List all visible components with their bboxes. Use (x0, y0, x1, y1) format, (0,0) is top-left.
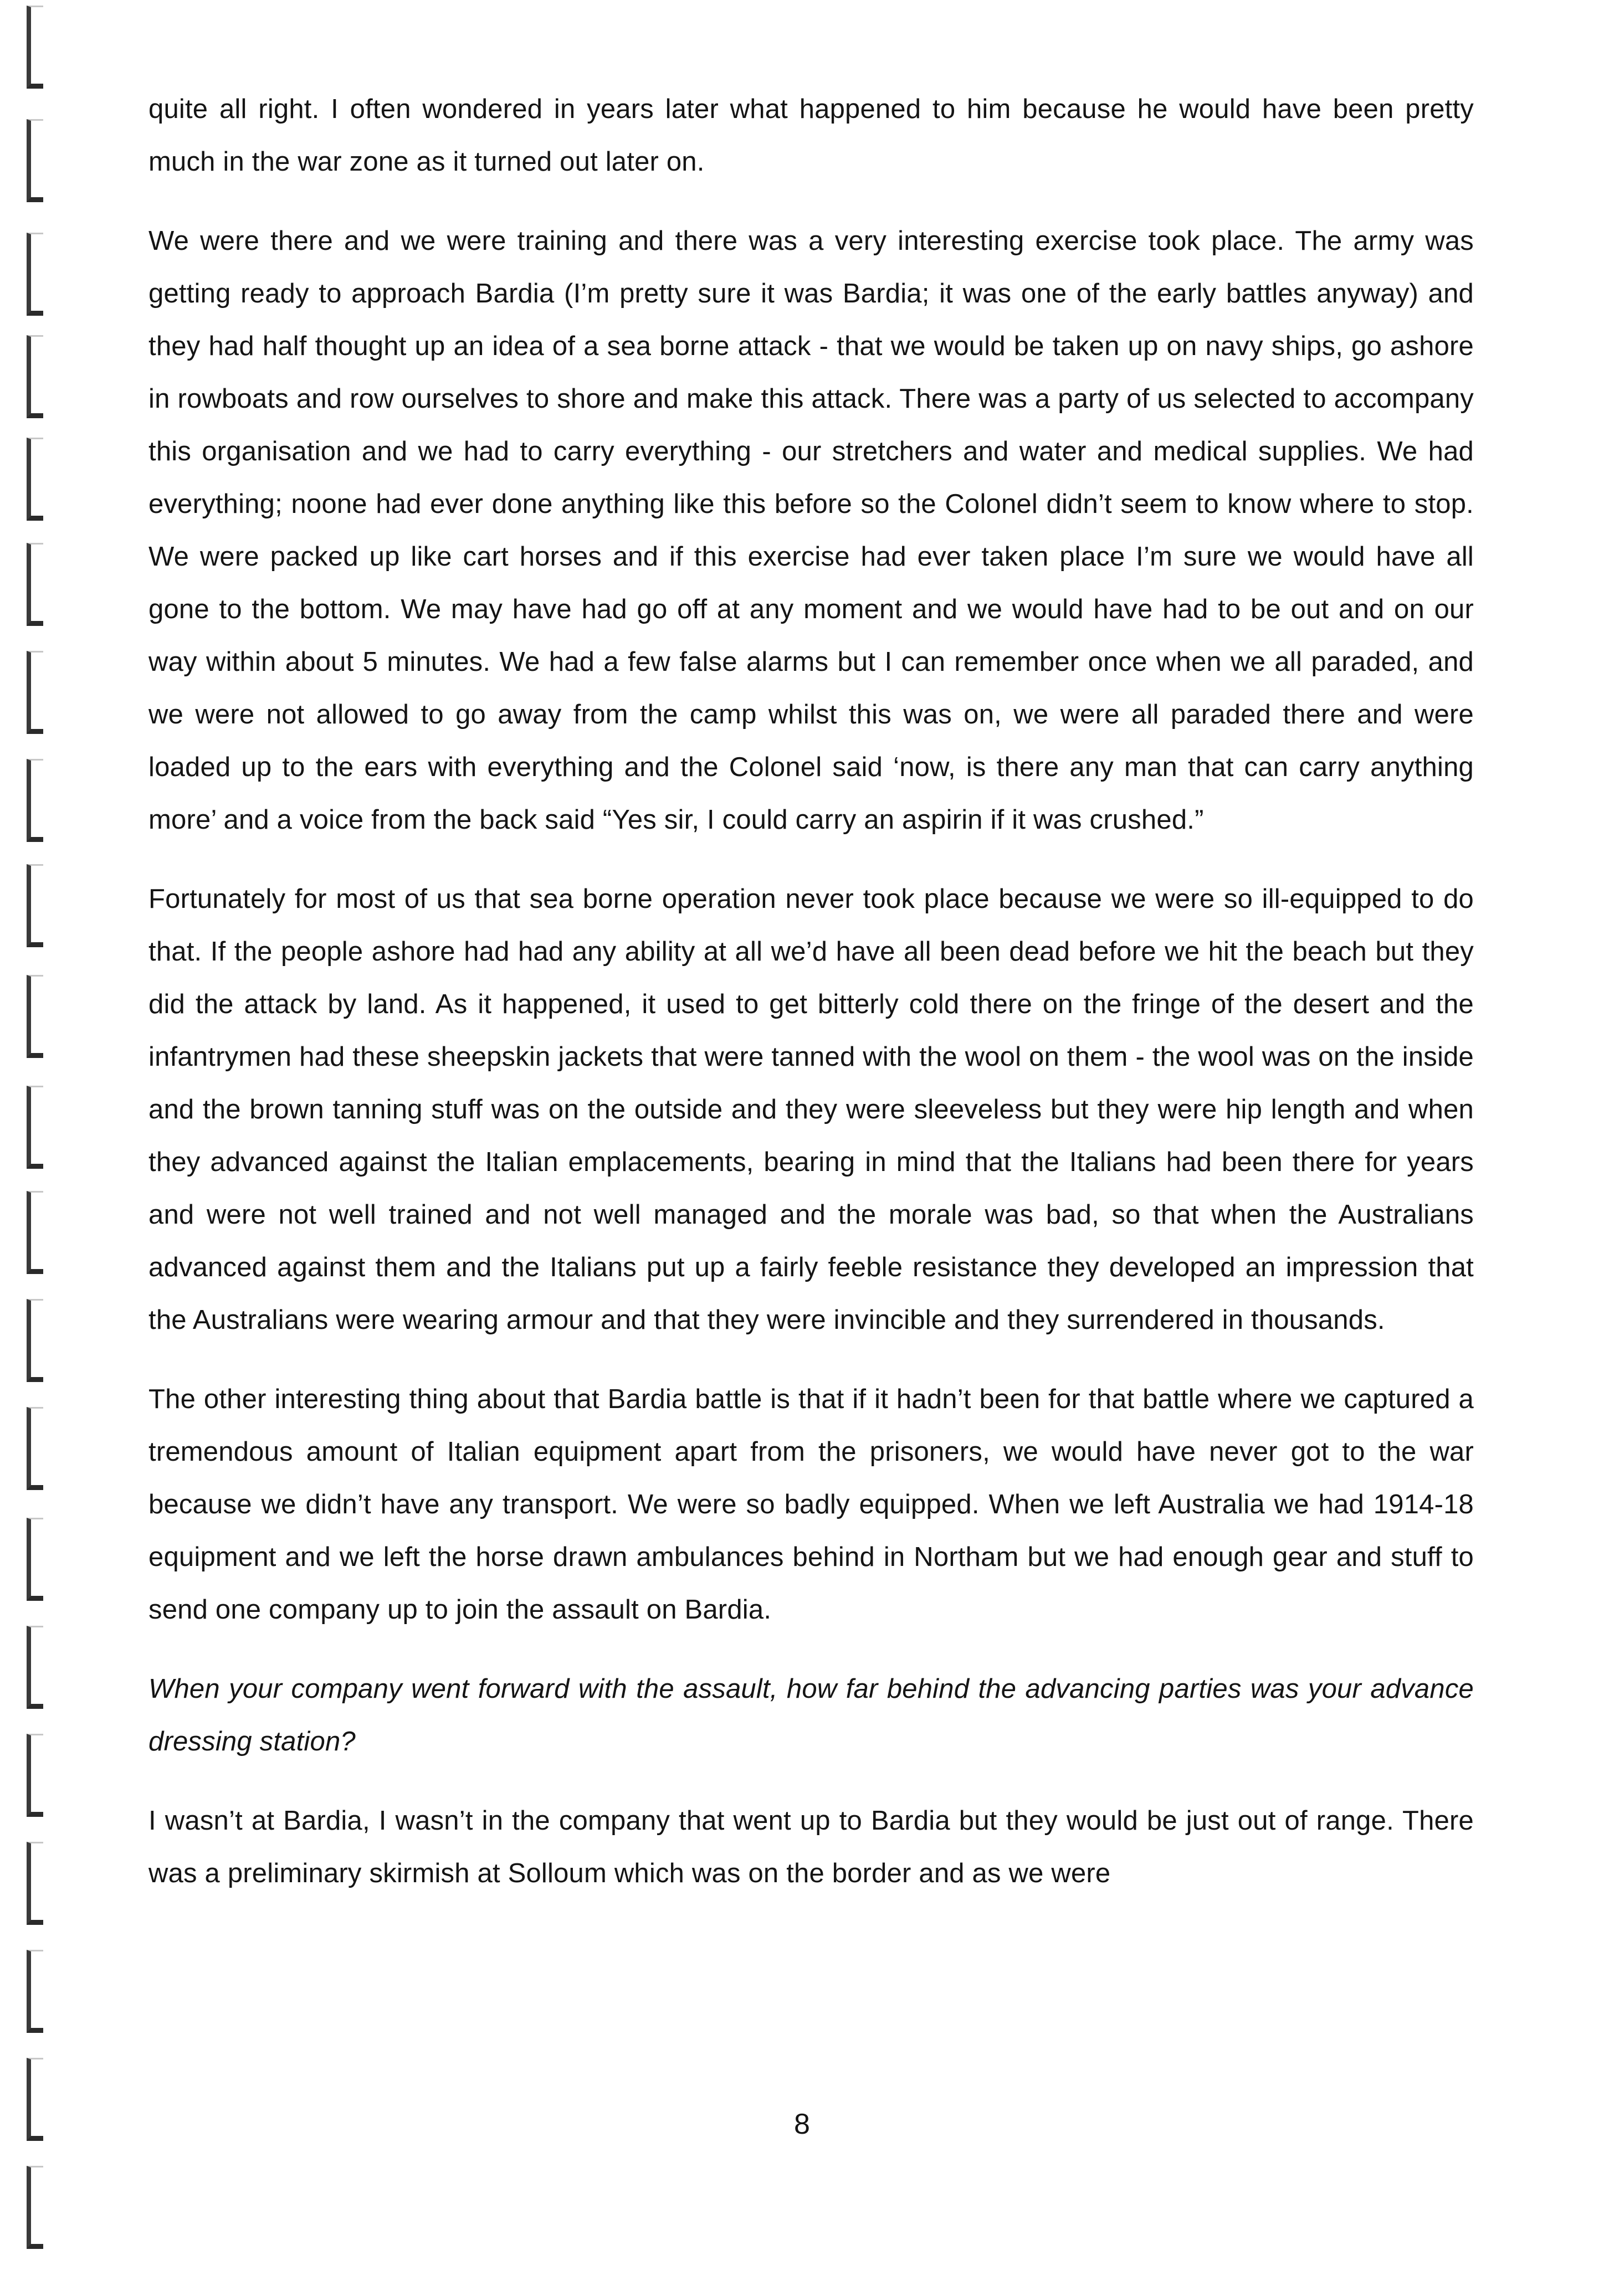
binding-hole-mark (27, 1950, 43, 2033)
binding-hole-mark (27, 1734, 43, 1817)
interviewer-question: When your company went forward with the assault, how far behind the advancing parties was your advance dressing station? (148, 1674, 1474, 1756)
binding-hole-mark (27, 2166, 43, 2249)
binding-hole-mark (27, 975, 43, 1058)
binding-hole-mark (27, 6, 43, 89)
binding-hole-mark (27, 119, 43, 202)
binding-hole-mark (27, 1191, 43, 1274)
binding-hole-mark (27, 543, 43, 626)
binding-hole-mark (27, 1518, 43, 1601)
binding-hole-marks (0, 0, 78, 2296)
binding-hole-mark (27, 438, 43, 521)
binding-hole-mark (27, 651, 43, 734)
binding-hole-mark (27, 759, 43, 842)
binding-hole-mark (27, 1626, 43, 1709)
binding-hole-mark (27, 233, 43, 316)
binding-hole-mark (27, 1842, 43, 1925)
paragraph-2: We were there and we were training and there was a very interesting exercise took place. The army was getting ready to approach Bardia (I’m pretty sure it was Bardia; it was one of the early battles anyway) and they had half thought up an idea of a sea borne attack - that we would be taken up on navy ships, go ashore in rowboats and row ourselves to shore and make this attack. There was a party of us selected to accompany this organisation and we had to carry everything - our stretchers and water and medical supplies. We had everything; noone had ever done anything like this before so the Colonel didn’t seem to know where to stop. We were packed up like cart horses and if this exercise had ever taken place I’m sure we would have all gone to the bottom. We may have had go off at any moment and we would have had to be out and on our way within about 5 minutes. We had a few false alarms but I can remember once when we all paraded, and we were not allowed to go away from the camp whilst this was on, we were all paraded there and were loaded up to the ears with everything and the Colonel said ‘now, is there any man that can carry anything more’ and a voice from the back said “Yes sir, I could carry an aspirin if it was crushed.” (148, 226, 1474, 835)
paragraph-3: Fortunately for most of us that sea borne operation never took place because we were so ill-equipped to do that. If the people ashore had had any ability at all we’d have all been dead before we hit the beach but they did the attack by land. As it happened, it used to get bitterly cold there on the fringe of the desert and the infantrymen had these sheepskin jackets that were tanned with the wool on them - the wool was on the inside and the brown tanning stuff was on the outside and they were sleeveless but they were hip length and when they advanced against the Italian emplacements, bearing in mind that the Italians had been there for years and were not well trained and not well managed and the morale was bad, so that when the Australians advanced against them and the Italians put up a fairly feeble resistance they developed an impression that the Australians were wearing armour and that they were invincible and they surrendered in thousands. (148, 884, 1474, 1335)
binding-hole-mark (27, 1086, 43, 1169)
paragraph-6: I wasn’t at Bardia, I wasn’t in the company that went up to Bardia but they would be just out of range. There was a preliminary skirmish at Solloum which was on the border and as we were (148, 1806, 1474, 1888)
binding-hole-mark (27, 864, 43, 947)
binding-hole-mark (27, 1299, 43, 1382)
binding-hole-mark (27, 335, 43, 418)
page-number: 8 (794, 2108, 810, 2140)
paragraph-4: The other interesting thing about that Bardia battle is that if it hadn’t been for that battle where we captured a tremendous amount of Italian equipment apart from the prisoners, we would have never got to the war because we didn’t have any transport. We were so badly equipped. When we left Australia we had 1914-18 equipment and we left the horse drawn ambulances behind in Northam but we had enough gear and stuff to send one company up to join the assault on Bardia. (148, 1384, 1474, 1625)
binding-hole-mark (27, 1407, 43, 1490)
paragraph-1: quite all right. I often wondered in years later what happened to him because he would have been pretty much in the war zone as it turned out later on. (148, 94, 1474, 177)
transcript-body (148, 83, 1474, 1900)
